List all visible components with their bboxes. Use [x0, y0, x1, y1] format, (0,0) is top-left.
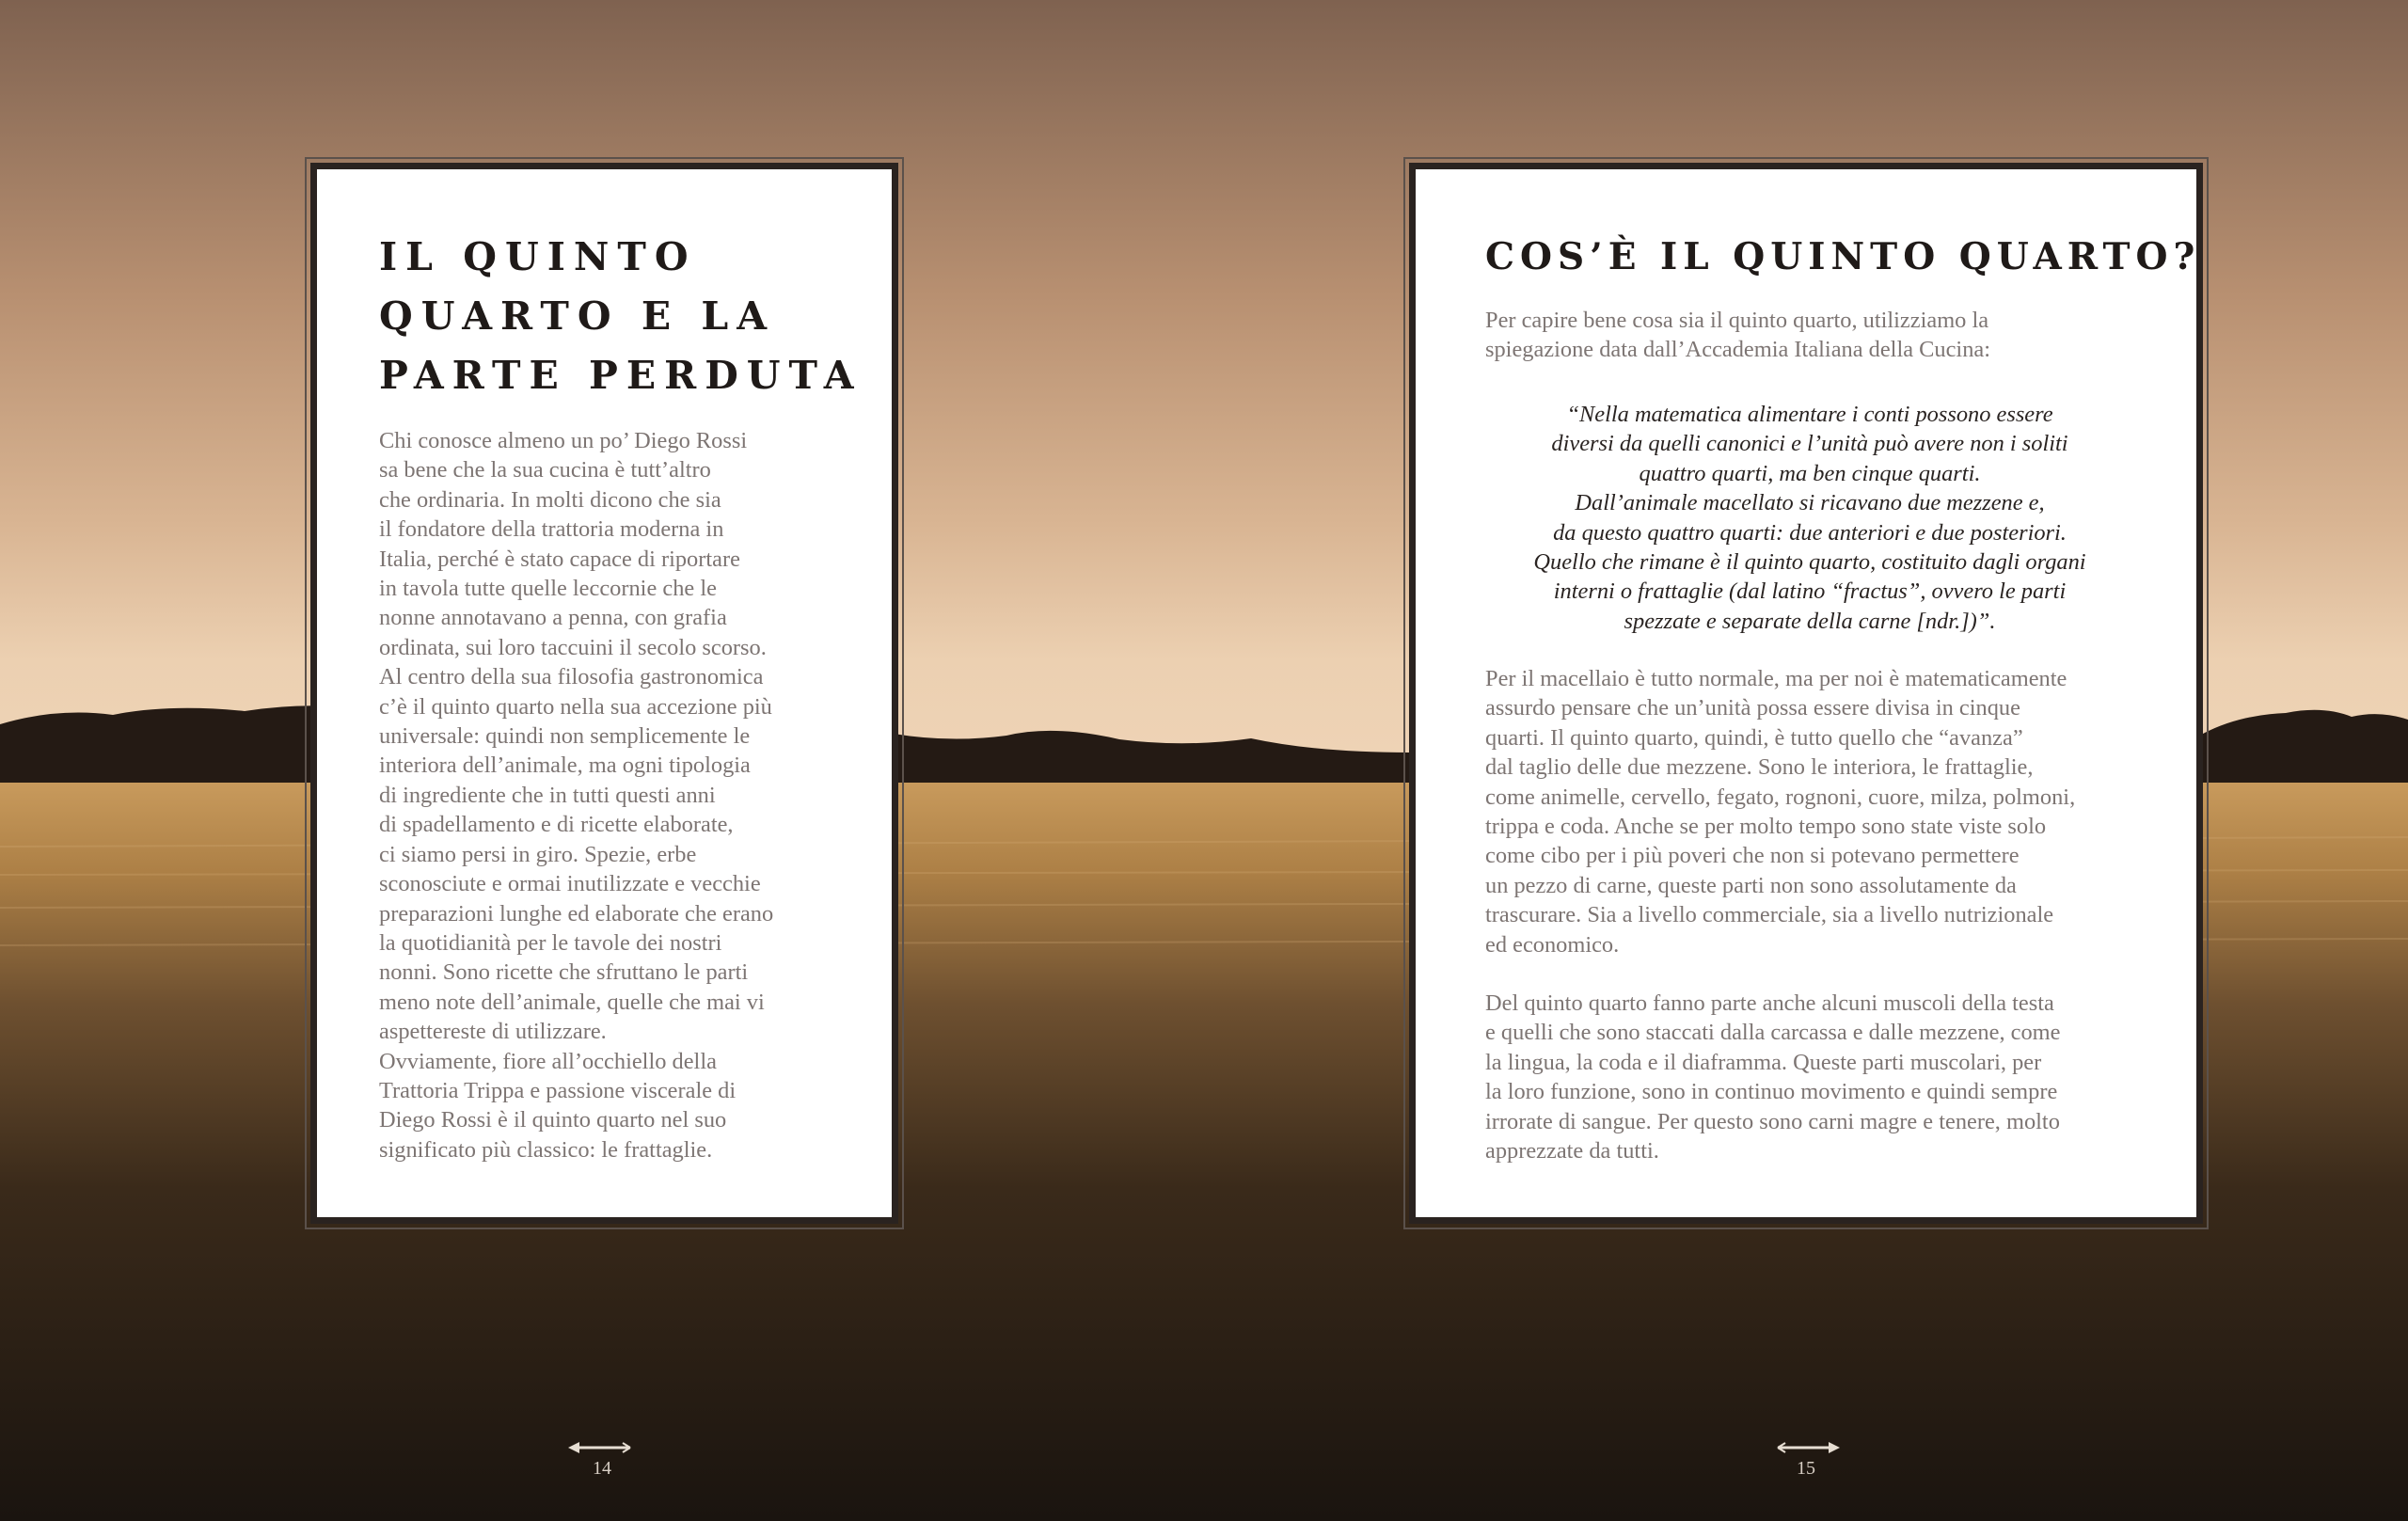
intro-paragraph	[1485, 306, 2162, 365]
quote-line: interni o frattaglie (dal latino “fractus”, ovvero le parti	[1553, 578, 2067, 605]
body-line: Chi conosce almeno un po’ Diego Rossi	[379, 428, 748, 453]
body-line: Per capire bene cosa sia il quinto quarto, utilizziamo la	[1485, 308, 1989, 333]
body-line: la loro funzione, sono in continuo movimento e quindi sempre	[1485, 1079, 2058, 1105]
left-text-panel	[310, 163, 898, 1224]
body-line: Ovviamente, fiore all’occhiello della	[379, 1048, 717, 1074]
body-line: come animelle, cervello, fegato, rognoni, cuore, milza, polmoni,	[1485, 784, 2076, 810]
left-page-title	[379, 228, 868, 405]
body-line: come cibo per i più poveri che non si potevano permettere	[1485, 843, 2020, 869]
title-line: IL QUINTO	[379, 234, 697, 279]
body-line: che ordinaria. In molti dicono che sia	[379, 486, 721, 513]
body-line: Per il macellaio è tutto normale, ma per noi è matematicamente	[1485, 666, 2067, 691]
page-number: 14	[593, 1458, 611, 1479]
title-line: PARTE PERDUTA	[379, 353, 863, 398]
body-line: sa bene che la sua cucina è tutt’altro	[379, 457, 711, 483]
body-line: preparazioni lunghe ed elaborate che erano	[379, 900, 774, 927]
body-line: Del quinto quarto fanno parte anche alcuni muscoli della testa	[1485, 990, 2054, 1016]
body-line: irrorate di sangue. Per questo sono carni magre e tenere, molto	[1485, 1108, 2060, 1134]
body-line: nonne annotavano a penna, con grafia	[379, 605, 727, 631]
quote-line: diversi da quelli canonici e l’unità può avere non i soliti	[1551, 431, 2068, 457]
title-line: QUARTO E LA	[379, 293, 776, 339]
left-body-text	[379, 426, 859, 1165]
right-page-title: COS’È IL QUINTO QUARTO?	[1485, 235, 2201, 278]
body-line: un pezzo di carne, queste parti non sono assolutamente da	[1485, 872, 2017, 898]
body-line: Italia, perché è stato capace di riportare	[379, 546, 740, 572]
body-line: il fondatore della trattoria moderna in	[379, 516, 724, 543]
body-line: apprezzate da tutti.	[1485, 1138, 1659, 1165]
body-line: in tavola tutte quelle leccornie che le	[379, 576, 717, 602]
body-line: sconosciute e ormai inutilizzate e vecchie	[379, 871, 761, 897]
body-line: dal taglio delle due mezzene. Sono le interiora, le frattaglie,	[1485, 754, 2034, 781]
body-line: trippa e coda. Anche se per molto tempo sono state viste solo	[1485, 814, 2047, 840]
body-line: assurdo pensare che un’unità possa essere divisa in cinque	[1485, 695, 2020, 721]
body-line: la lingua, la coda e il diaframma. Queste parti muscolari, per	[1485, 1049, 2042, 1075]
page-number: 15	[1797, 1458, 1815, 1479]
body-line: aspettereste di utilizzare.	[379, 1019, 607, 1045]
butcher-paragraph	[1485, 664, 2162, 959]
quote-line: Quello che rimane è il quinto quarto, costituito dagli organi	[1533, 549, 2086, 576]
body-line: Al centro della sua filosofia gastronomica	[379, 664, 764, 690]
quote-line: da questo quattro quarti: due anteriori e due posteriori.	[1553, 519, 2067, 546]
body-line: Trattoria Trippa e passione viscerale di	[379, 1077, 737, 1103]
muscles-paragraph	[1485, 989, 2162, 1165]
body-line: di spadellamento e di ricette elaborate,	[379, 812, 734, 838]
body-line: spiegazione data dall’Accademia Italiana della Cucina:	[1485, 337, 1991, 363]
left-page-folio	[564, 1441, 640, 1480]
left-arrow-icon[interactable]	[564, 1441, 640, 1454]
body-line: Diego Rossi è il quinto quarto nel suo	[379, 1107, 727, 1133]
body-line: la quotidianità per le tavole dei nostri	[379, 929, 722, 956]
body-line: ci siamo persi in giro. Spezie, erbe	[379, 841, 697, 867]
body-line: ed economico.	[1485, 931, 1620, 958]
body-line: quarti. Il quinto quarto, quindi, è tutto quello che “avanza”	[1485, 724, 2023, 751]
body-line: di ingrediente che in tutti questi anni	[379, 782, 716, 808]
right-text-panel	[1409, 163, 2203, 1224]
body-line: meno note dell’animale, quelle che mai vi	[379, 989, 765, 1015]
academy-quote	[1485, 400, 2134, 636]
body-line: c’è il quinto quarto nella sua accezione più	[379, 693, 772, 720]
quote-line: spezzate e separate della carne [ndr.])”.	[1624, 608, 1996, 634]
body-line: ordinata, sui loro taccuini il secolo scorso.	[379, 634, 767, 660]
body-line: universale: quindi non semplicemente le	[379, 723, 751, 750]
right-arrow-icon[interactable]	[1768, 1441, 1844, 1454]
body-line: significato più classico: le frattaglie.	[379, 1136, 713, 1163]
quote-line: Dall’animale macellato si ricavano due mezzene e,	[1575, 490, 2045, 516]
body-line: interiora dell’animale, ma ogni tipologia	[379, 753, 751, 779]
quote-line: “Nella matematica alimentare i conti possono essere	[1566, 402, 2053, 427]
body-line: nonni. Sono ricette che sfruttano le parti	[379, 959, 749, 986]
quote-line: quattro quarti, ma ben cinque quarti.	[1639, 460, 1981, 486]
body-line: trascurare. Sia a livello commerciale, sia a livello nutrizionale	[1485, 902, 2054, 928]
body-line: e quelli che sono staccati dalla carcassa e dalle mezzene, come	[1485, 1020, 2061, 1046]
right-page-folio	[1768, 1441, 1844, 1480]
